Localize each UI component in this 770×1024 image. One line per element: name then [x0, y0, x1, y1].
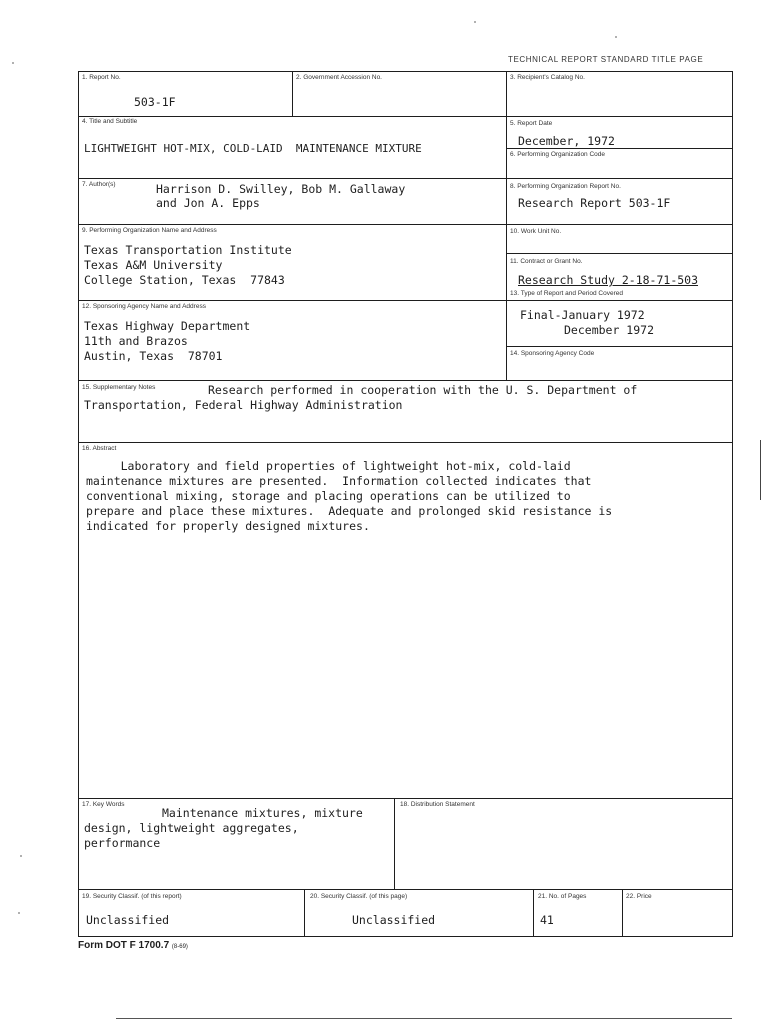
security-report-value: Unclassified: [86, 913, 170, 927]
key-words-line-2: design, lightweight aggregates,: [84, 821, 299, 835]
rule-top: [78, 71, 733, 72]
form-id-text: Form DOT F 1700.7: [78, 940, 170, 951]
form-revision: (8-69): [171, 944, 188, 950]
authors-line-1: Harrison D. Swilley, Bob M. Gallaway: [156, 182, 406, 196]
sponsoring-org-line-3: Austin, Texas 78701: [84, 349, 223, 363]
rule-right: [732, 71, 733, 937]
sponsoring-org-line-2: 11th and Brazos: [84, 334, 188, 348]
scan-speck: [474, 21, 476, 23]
rule-h-7: [78, 798, 733, 799]
key-words-line-1: Maintenance mixtures, mixture: [162, 806, 363, 820]
rule-v-17-18: [394, 798, 395, 890]
footer-rule: [116, 1018, 732, 1019]
rule-v-20-21: [533, 889, 534, 937]
authors-label: 7. Author(s): [82, 181, 116, 188]
security-page-value: Unclassified: [352, 913, 436, 927]
performing-org-code-label: 6. Performing Organization Code: [510, 151, 606, 158]
rule-bottom: [78, 936, 733, 937]
performing-org-label: 9. Performing Organization Name and Address: [82, 227, 217, 234]
title-label: 4. Title and Subtitle: [82, 118, 138, 125]
contract-label: 11. Contract or Grant No.: [510, 258, 583, 265]
sponsoring-code-label: 14. Sponsoring Agency Code: [510, 350, 595, 357]
report-type-label: 13. Type of Report and Period Covered: [510, 290, 623, 297]
rule-h-5-6: [506, 148, 733, 149]
work-unit-label: 10. Work Unit No.: [510, 228, 562, 235]
scan-speck: [18, 912, 20, 914]
sponsoring-org-label: 12. Sponsoring Agency Name and Address: [82, 303, 206, 310]
authors-line-2: and Jon A. Epps: [156, 196, 260, 210]
performing-org-line-3: College Station, Texas 77843: [84, 273, 285, 287]
rule-h-13-14: [506, 346, 733, 347]
rule-v-19-20: [304, 889, 305, 937]
abstract-label: 16. Abstract: [82, 445, 117, 452]
rule-v-right-col: [506, 71, 507, 381]
report-no-value: 503-1F: [134, 95, 176, 109]
supplementary-label: 15. Supplementary Notes: [82, 384, 156, 391]
rule-h-6: [78, 442, 733, 443]
form-id: [78, 940, 188, 951]
performing-org-line-1: Texas Transportation Institute: [84, 243, 292, 257]
performing-org-report-value: Research Report 503-1F: [518, 196, 671, 210]
report-no-label: 1. Report No.: [82, 74, 121, 81]
rule-h-2: [78, 178, 733, 179]
abstract-line: prepare and place these mixtures. Adequate and prolonged skid resistance is: [86, 504, 613, 518]
pages-value: 41: [540, 913, 554, 927]
scan-edge-mark: [760, 440, 761, 500]
abstract-line: conventional mixing, storage and placing operations can be utilized to: [86, 489, 571, 503]
rule-h-5: [78, 380, 733, 381]
scan-speck: [615, 36, 617, 38]
rule-h-10-11: [506, 253, 733, 254]
contract-value: Research Study 2-18-71-503: [518, 273, 699, 287]
performing-org-line-2: Texas A&M University: [84, 258, 223, 272]
distribution-label: 18. Distribution Statement: [400, 801, 475, 808]
gov-accession-label: 2. Government Accession No.: [296, 74, 382, 81]
page-header-title: TECHNICAL REPORT STANDARD TITLE PAGE: [508, 55, 704, 64]
sponsoring-org-line-1: Texas Highway Department: [84, 319, 251, 333]
report-date-value: December, 1972: [518, 134, 615, 148]
rule-h-3: [78, 224, 733, 225]
recipient-catalog-label: 3. Recipient's Catalog No.: [510, 74, 585, 81]
abstract-line: maintenance mixtures are presented. Information collected indicates that: [86, 474, 592, 488]
pages-label: 21. No. of Pages: [538, 893, 587, 900]
report-type-line-2: December 1972: [564, 323, 655, 337]
key-words-line-3: performance: [84, 836, 161, 850]
rule-h-8: [78, 889, 733, 890]
abstract-line: Laboratory and field properties of lightweight hot-mix, cold-laid: [86, 459, 571, 473]
price-label: 22. Price: [626, 893, 652, 900]
rule-left: [78, 71, 79, 937]
rule-v-21-22: [622, 889, 623, 937]
supplementary-line-2: Transportation, Federal Highway Administration: [84, 398, 403, 412]
key-words-label: 17. Key Words: [82, 801, 125, 808]
security-report-label: 19. Security Classif. (of this report): [82, 893, 182, 900]
scan-speck: [12, 62, 14, 64]
supplementary-line-1: Research performed in cooperation with the U. S. Department of: [208, 383, 638, 397]
rule-h-1: [78, 116, 733, 117]
rule-h-4: [78, 300, 733, 301]
title-value: LIGHTWEIGHT HOT-MIX, COLD-LAID MAINTENANCE MIXTURE: [84, 142, 422, 155]
report-date-label: 5. Report Date: [510, 120, 553, 127]
scan-speck: [20, 855, 22, 857]
abstract-line: indicated for properly designed mixtures.: [86, 519, 370, 533]
rule-v-row1-a: [292, 71, 293, 117]
security-page-label: 20. Security Classif. (of this page): [310, 893, 408, 900]
performing-org-report-label: 8. Performing Organization Report No.: [510, 183, 621, 190]
report-type-line-1: Final-January 1972: [520, 308, 645, 322]
